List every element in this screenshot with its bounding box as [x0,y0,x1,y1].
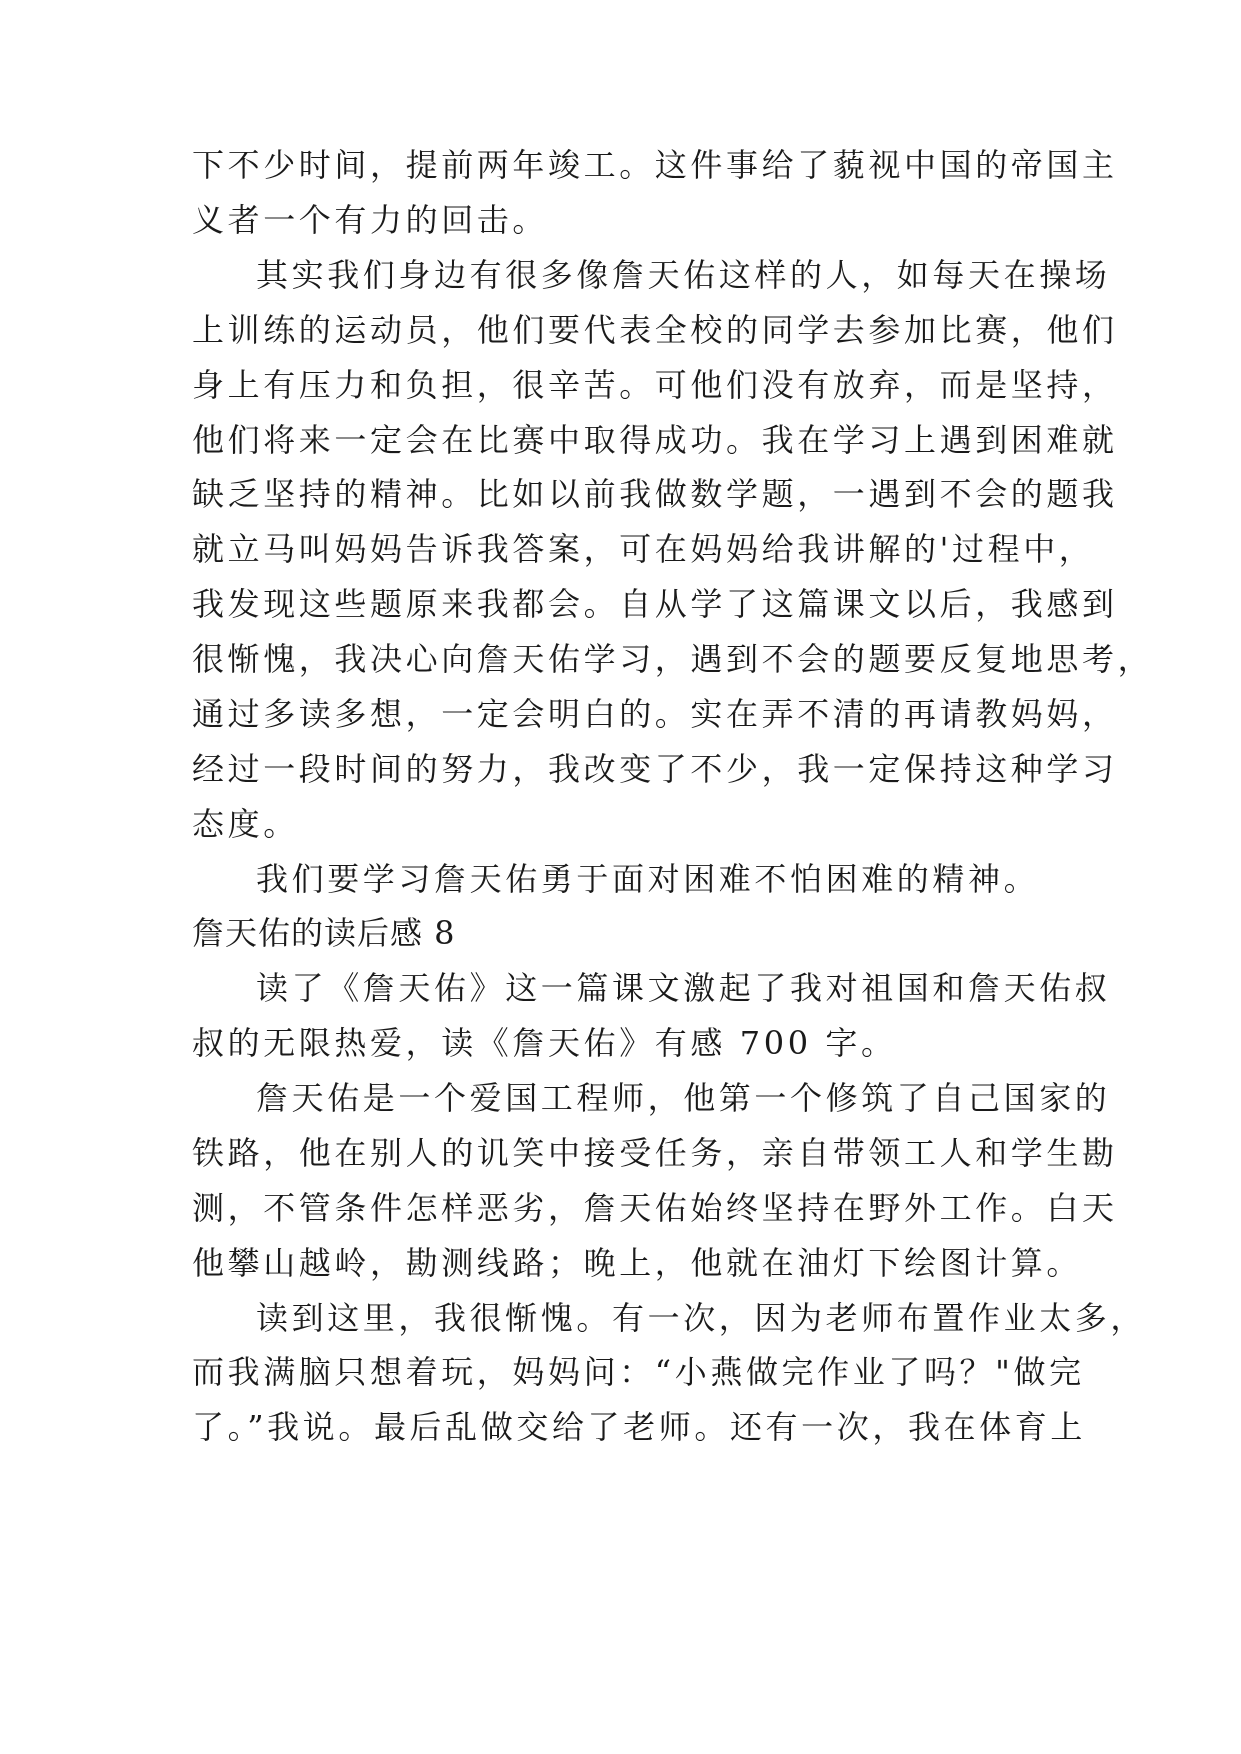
paragraph-start-line: 读到这里，我很惭愧。有一次，因为老师布置作业太多， [256,1299,1147,1337]
text-line: 上训练的运动员，他们要代表全校的同学去参加比赛，他们 [192,311,1118,349]
text-line: 叔的无限热爱，读《詹天佑》有感 700 字。 [192,1024,897,1062]
text-line: 义者一个有力的回击。 [192,201,549,239]
text-line: 缺乏坚持的精神。比如以前我做数学题，一遇到不会的题我 [192,475,1118,513]
text-line: 他攀山越岭，勘测线路；晚上，他就在油灯下绘图计算。 [192,1244,1083,1282]
text-line: 态度。 [192,805,299,843]
text-line: 而我满脑只想着玩，妈妈问：“小燕做完作业了吗？"做完 [192,1353,1085,1391]
text-line: 他们将来一定会在比赛中取得成功。我在学习上遇到困难就 [192,421,1118,459]
text-line: 很惭愧，我决心向詹天佑学习，遇到不会的题要反复地思考， [192,640,1154,678]
text-line: 通过多读多想，一定会明白的。实在弄不清的再请教妈妈， [192,695,1118,733]
text-line: 铁路，他在别人的讥笑中接受任务，亲自带领工人和学生勘 [192,1134,1118,1172]
paragraph-start-line: 詹天佑是一个爱国工程师，他第一个修筑了自己国家的 [256,1079,1111,1117]
text-line: 了。”我说。最后乱做交给了老师。还有一次，我在体育上 [192,1408,1086,1446]
section-heading: 詹天佑的读后感 8 [192,914,456,952]
text-line: 下不少时间，提前两年竣工。这件事给了藐视中国的帝国主 [192,146,1118,184]
text-line: 就立马叫妈妈告诉我答案，可在妈妈给我讲解的'过程中， [192,530,1095,568]
text-line: 经过一段时间的努力，我改变了不少，我一定保持这种学习 [192,750,1118,788]
text-line: 我发现这些题原来我都会。自从学了这篇课文以后，我感到 [192,585,1118,623]
paragraph-start-line: 我们要学习詹天佑勇于面对困难不怕困难的精神。 [256,860,1040,898]
paragraph-start-line: 读了《詹天佑》这一篇课文激起了我对祖国和詹天佑叔 [256,969,1111,1007]
text-line: 身上有压力和负担，很辛苦。可他们没有放弃，而是坚持， [192,366,1118,404]
paragraph-start-line: 其实我们身边有很多像詹天佑这样的人，如每天在操场 [256,256,1111,294]
text-line: 测，不管条件怎样恶劣，詹天佑始终坚持在野外工作。白天 [192,1189,1118,1227]
